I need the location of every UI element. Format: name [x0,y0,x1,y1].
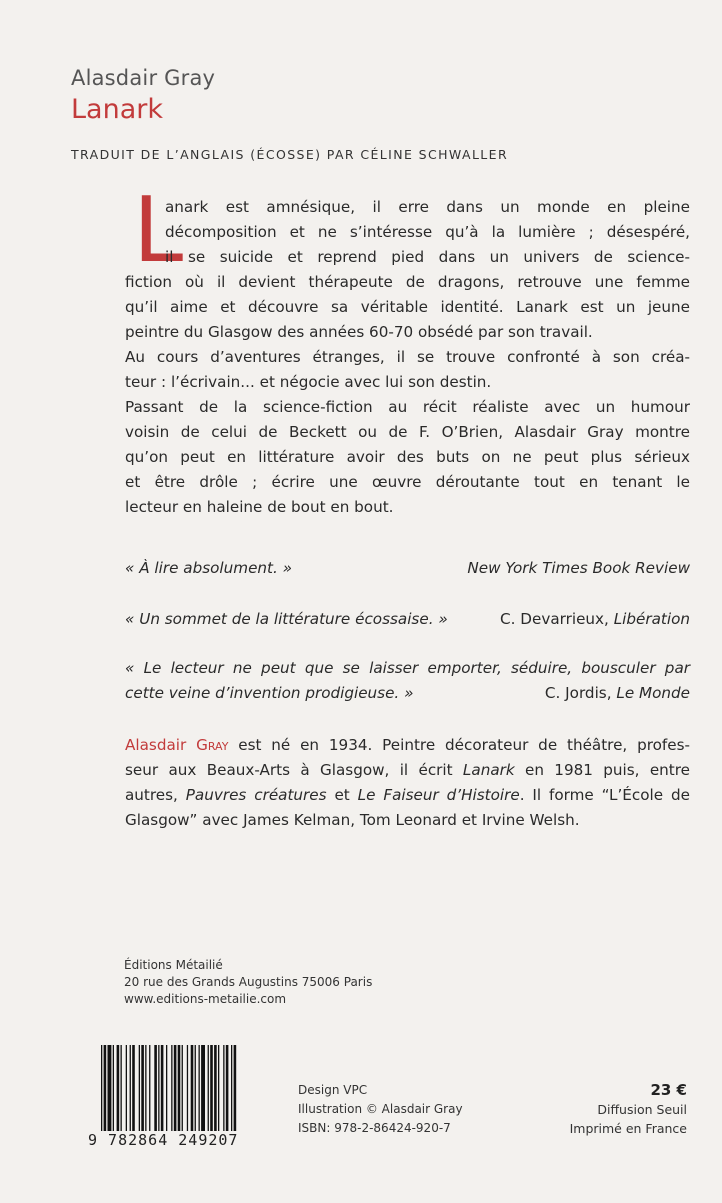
barcode-bar [218,1045,219,1131]
publisher-website: www.editions-metailie.com [124,992,287,1006]
quote-source-publication: Le Monde [616,684,690,702]
quote-text: « À lire absolument. » [125,559,293,577]
barcode-bar [108,1045,112,1131]
barcode-digits: 9 782864 249207 [88,1131,239,1149]
review-quote [125,656,690,706]
bio-text: en 1981 puis, entre [514,761,691,779]
review-quote [125,556,690,581]
bio-line [125,733,690,758]
printed-in: Imprimé en France [569,1121,687,1136]
barcode-bar [158,1045,159,1131]
publisher-name: Éditions Métailié [124,958,223,972]
barcode-bar [234,1045,237,1131]
barcode-bar [174,1045,177,1131]
design-credits [298,1081,463,1138]
barcode-bar [210,1045,213,1131]
barcode-bar [104,1045,107,1131]
bio-text: seur aux Beaux-Arts à Glasgow, il écrit [125,761,463,779]
blurb-paragraph [125,195,690,520]
quote-text: « Un sommet de la littérature écossaise. » [125,610,448,628]
barcode-bar [126,1045,127,1131]
bio-book-title: Le Faiseur d’Histoire [357,786,520,804]
barcode-bar [201,1045,205,1131]
bio-author-name [125,736,228,754]
quote-source [467,556,690,581]
bio-line: Glasgow” avec James Kelman, Tom Leonard et Irvine Welsh. [125,811,580,829]
quote-source [500,607,690,632]
blurb-line: voisin de celui de Beckett ou de F. O’Brien, Alasdair Gray montre [125,423,690,441]
review-quote [125,607,690,632]
quote-source [545,681,690,706]
bio-author-last-name: Gray [196,736,229,754]
barcode-bar [166,1045,167,1131]
barcode-bar [231,1045,232,1131]
barcode-bar [132,1045,135,1131]
blurb-line: qu’on peut en littérature avoir des buts on ne peut plus sérieux [125,448,690,466]
publisher-address: 20 rue des Grands Augustins 75006 Paris [124,975,373,989]
price: 23 € [650,1081,687,1099]
price-block [570,1081,687,1138]
barcode-bar [195,1045,196,1131]
barcode-bar [161,1045,164,1131]
bio-text: est né en 1934. Peintre décorateur de théâtre, profes- [228,736,690,754]
blurb-line: peintre du Glasgow des années 60-70 obsédé par son travail. [125,323,593,341]
barcode-bar [208,1045,209,1131]
translator-credit: TRADUIT DE L’ANGLAIS (ÉCOSSE) PAR CÉLINE SCHWALLER [71,147,509,162]
barcode-bar [139,1045,140,1131]
quote-text-line: cette veine d’invention prodigieuse. » [125,684,414,702]
barcode-bars [101,1045,275,1131]
barcode-bar [113,1045,114,1131]
barcode-bar [182,1045,183,1131]
barcode-bar [154,1045,157,1131]
dropcap-letter: L [133,178,184,283]
barcode-bar [141,1045,144,1131]
illustration-credit: Illustration © Alasdair Gray [298,1102,463,1116]
quote-source-publication: New York Times Book Review [467,559,690,577]
barcode-bar [149,1045,150,1131]
barcode-bar [214,1045,217,1131]
bio-text: et [326,786,358,804]
bio-text: . Il forme “L’École de [519,786,690,804]
blurb-line: anark est amnésique, il erre dans un monde en pleine [165,198,690,216]
bio-line [125,783,690,808]
author-bio [125,733,690,833]
barcode-bar [187,1045,188,1131]
author-name: Alasdair Gray [71,66,216,90]
barcode-bar [226,1045,229,1131]
publisher-info [124,957,372,1008]
blurb-line: Passant de la science-fiction au récit réaliste avec un humour [125,398,690,416]
design-credit: Design VPC [298,1083,368,1097]
barcode-bar [178,1045,181,1131]
barcode-bar [171,1045,172,1131]
blurb-line: fiction où il devient thérapeute de dragons, retrouve une femme [125,273,690,291]
book-title: Lanark [71,94,163,125]
bio-text: autres, [125,786,186,804]
bio-book-title: Pauvres créatures [185,786,327,804]
barcode-bar [145,1045,146,1131]
isbn-number: ISBN: 978-2-86424-920-7 [298,1121,451,1135]
barcode-bar [191,1045,194,1131]
quote-source-publication: Libération [613,610,690,628]
barcode-bar [199,1045,200,1131]
barcode-bar [117,1045,120,1131]
blurb-line: et être drôle ; écrire une œuvre déroutante tout en tenant le [125,473,690,491]
quote-text-line: « Le lecteur ne peut que se laisser emporter, séduire, bousculer par [125,659,690,677]
isbn-barcode [88,1045,278,1149]
barcode-bar [130,1045,131,1131]
diffusion-credit: Diffusion Seuil [597,1102,687,1117]
bio-line [125,758,690,783]
bio-book-title: Lanark [462,761,515,779]
blurb-line: décomposition et ne s’intéresse qu’à la lumière ; désespéré, [165,223,690,241]
blurb-line: teur : l’écrivain... et négocie avec lui son destin. [125,373,492,391]
barcode-bar [101,1045,102,1131]
barcode-bar [121,1045,122,1131]
blurb-line: lecteur en haleine de bout en bout. [125,498,394,516]
blurb-line: qu’il aime et découvre sa véritable identité. Lanark est un jeune [125,298,690,316]
quote-source-author: C. Devarrieux, [500,610,614,628]
blurb-line: il se suicide et reprend pied dans un univers de science- [165,248,690,266]
quote-source-author: C. Jordis, [544,684,617,702]
bio-author-first-name: Alasdair [125,736,187,754]
barcode-bar [223,1045,224,1131]
blurb-line: Au cours d’aventures étranges, il se trouve confronté à son créa- [125,348,690,366]
